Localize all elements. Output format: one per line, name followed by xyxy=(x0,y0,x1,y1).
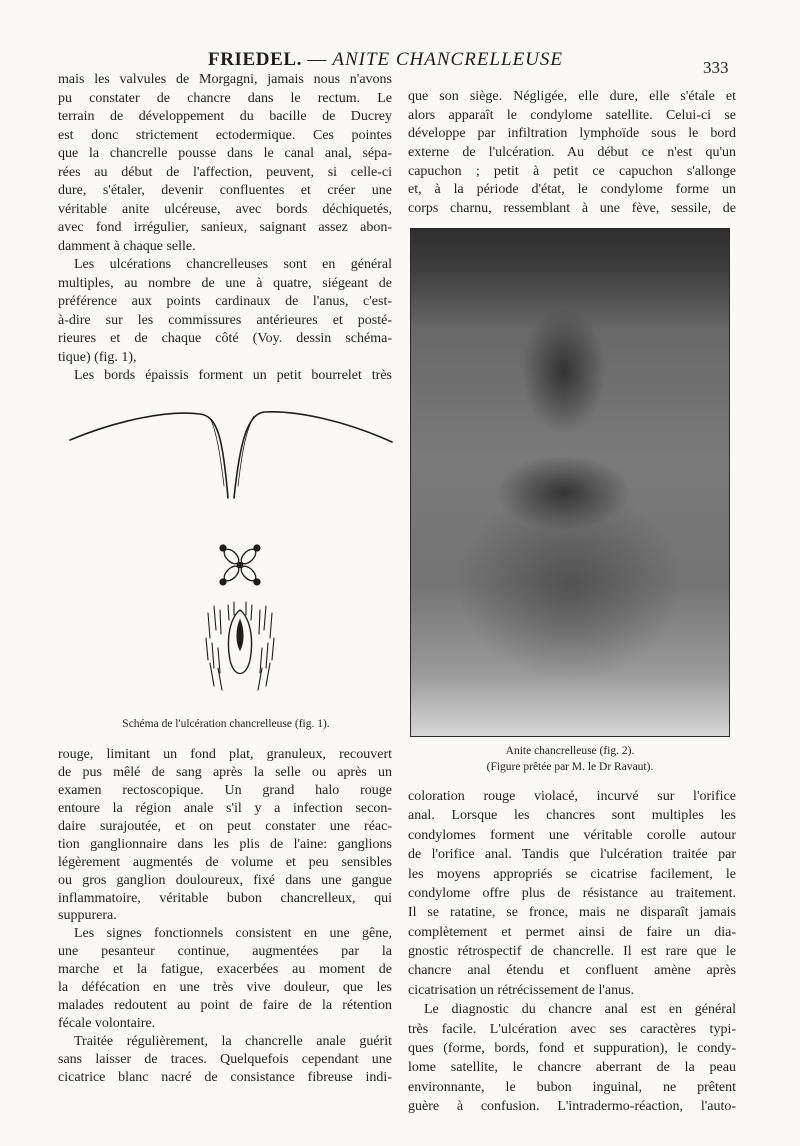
text-line: légèrement augmentés de volume et peu sensibles xyxy=(58,854,392,870)
figure-1-ulceration-star xyxy=(202,527,278,603)
text-line: terrain de développement du bacille de Ducrey xyxy=(58,109,392,124)
text-line: développe par infiltration lymphoïde sous le bord xyxy=(408,126,736,142)
text-line: inflammatoire, véritable bubon chancrelleux, qui xyxy=(58,890,392,906)
text-line: cicatrisation un rétrécissement de l'anus. xyxy=(408,982,635,998)
text-line: externe de l'ulcération. Au début ce n'est qu'un xyxy=(408,144,736,160)
text-line: examen rectoscopique. Un grand halo rouge xyxy=(58,782,392,798)
running-title-author: FRIEDEL. xyxy=(208,49,303,70)
figure-1-outline xyxy=(70,412,392,498)
text-line: multiples, au nombre de une à quatre, siégeant de xyxy=(58,275,392,291)
text-line: guère à confusion. L'intradermo-réaction, l'auto- xyxy=(408,1099,736,1114)
text-line: Traitée régulièrement, la chancrelle anale guérit xyxy=(74,1034,392,1049)
right-text-block-2 xyxy=(408,787,736,1116)
text-line: malades redoutent au point de faire de la rétention xyxy=(58,998,392,1014)
running-title xyxy=(208,48,563,72)
text-line: condylomes forment une véritable corolle autour xyxy=(408,827,736,843)
left-text-block-2 xyxy=(58,746,392,1087)
text-line: chancre anal étendu et confluent amène après xyxy=(408,963,736,979)
text-line: cicatrice blanc nacré de consistance fibreuse indi- xyxy=(58,1069,392,1085)
text-line: suppurera. xyxy=(58,908,117,924)
text-line: la défécation en une très vive douleur, que les xyxy=(58,980,392,996)
text-line: fécale volontaire. xyxy=(58,1016,156,1032)
running-title-text: ANITE CHANCRELLEUSE xyxy=(332,49,563,70)
text-line: sans laisser de traces. Quelquefois cependant une xyxy=(58,1051,392,1067)
text-line: et, à la période d'état, le condylome forme un xyxy=(408,182,736,198)
figure-1-caption: Schéma de l'ulcération chancrelleuse (fig. 1). xyxy=(122,718,330,730)
text-line: pu constater de chancre dans le rectum. Le xyxy=(58,90,392,106)
text-line: avec fond irrégulier, sanieux, saignant assez abon- xyxy=(58,220,392,235)
text-line: est donc strictement ectodermique. Ces pointes xyxy=(58,127,392,143)
text-line: daire surajoutée, et on peut constater une réac- xyxy=(58,818,392,834)
text-line: les moyens appropriés se cicatrise facilement, le xyxy=(408,866,736,882)
text-line: rées au début de l'affection, peuvent, si celle-ci xyxy=(58,164,392,180)
text-line: Les bords épaissis forment un petit bourrelet très xyxy=(74,368,392,383)
right-text-block-1 xyxy=(408,88,736,219)
text-line: Il se ratatine, se fronce, mais ne disparaît jamais xyxy=(408,905,736,921)
text-line: que son siège. Négligée, elle dure, elle s'étale et xyxy=(408,89,736,104)
figure-1-lower-region xyxy=(206,602,274,690)
text-line: rouge, limitant un fond plat, granuleux, recouvert xyxy=(58,747,392,762)
text-line: Les signes fonctionnels consistent en une gêne, xyxy=(74,926,392,942)
left-text-block-1 xyxy=(58,71,392,386)
text-line: préférence aux points cardinaux de l'anus, c'est- xyxy=(58,294,392,309)
text-line: alors apparaît le condylome satellite. Celui-ci se xyxy=(408,107,736,123)
page-number: 333 xyxy=(703,58,729,77)
figure-2-caption xyxy=(410,744,730,775)
text-line: véritable anite ulcéreuse, avec bords déchiquetés, xyxy=(58,201,392,217)
text-line: lome satellite, le chancre aberrant de la peau xyxy=(408,1060,736,1076)
text-line: tion ganglionnaire dans les plis de l'aine: ganglions xyxy=(58,836,392,852)
text-line: ques (forme, bords, fond et suppuration), le condy- xyxy=(408,1040,736,1056)
figure-2-photo xyxy=(410,228,730,737)
figure-1-schematic xyxy=(58,398,394,710)
text-line: marche et la fatigue, exacerbées au moment de xyxy=(58,962,392,978)
text-line: ou gros ganglion douloureux, fixé dans une gangue xyxy=(58,872,392,888)
text-line: tique) (fig. 1), xyxy=(58,349,137,365)
text-line: corps charnu, ressemblant à une fève, sessile, de xyxy=(408,200,736,216)
text-line: Les ulcérations chancrelleuses sont en général xyxy=(74,257,392,272)
text-line: environnante, le bubon inguinal, ne prêtent xyxy=(408,1079,736,1095)
figure-2-caption-credit: (Figure prêtée par M. le Dr Ravaut). xyxy=(486,760,654,773)
figure-2-caption-title: Anite chancrelleuse (fig. 2). xyxy=(505,745,635,757)
text-line: de pus mêlé de sang après la selle ou après un xyxy=(58,764,392,780)
text-line: entoure la région anale s'il y a infection secon- xyxy=(58,800,392,816)
text-line: capuchon ; petit à petit ce capuchon s'allonge xyxy=(408,163,736,179)
text-line: que la chancrelle pousse dans le canal anal, sépa- xyxy=(58,146,392,161)
text-line: damment à chaque selle. xyxy=(58,238,196,254)
text-line: dure, s'étaler, devenir confluentes et créer une xyxy=(58,183,392,198)
text-line: une pesanteur continue, augmentées par la xyxy=(58,944,392,960)
text-line: de l'orifice anal. Tandis que l'ulcération traitée par xyxy=(408,847,736,863)
text-line: très facile. L'ulcération avec ses caractères typi- xyxy=(408,1021,736,1037)
text-line: coloration rouge violacé, incurvé sur l'orifice xyxy=(408,789,736,804)
text-line: condylome offre plus de résistance au traitement. xyxy=(408,885,736,901)
text-line: gnostic rétrospectif de chancrelle. Il est rare que le xyxy=(408,944,736,959)
running-title-separator: — xyxy=(307,49,327,70)
text-line: rieures et de chaque côté (Voy. dessin schéma- xyxy=(58,331,392,346)
text-line: à-dire sur les commissures antérieures et posté- xyxy=(58,312,392,328)
text-line: Le diagnostic du chancre anal est en général xyxy=(424,1002,736,1018)
text-line: anal. Lorsque les chancres sont multiples les xyxy=(408,808,736,824)
text-line: mais les valvules de Morgagni, jamais nous n'avons xyxy=(58,72,392,87)
text-line: complètement et permet ainsi de faire un dia- xyxy=(408,924,736,940)
